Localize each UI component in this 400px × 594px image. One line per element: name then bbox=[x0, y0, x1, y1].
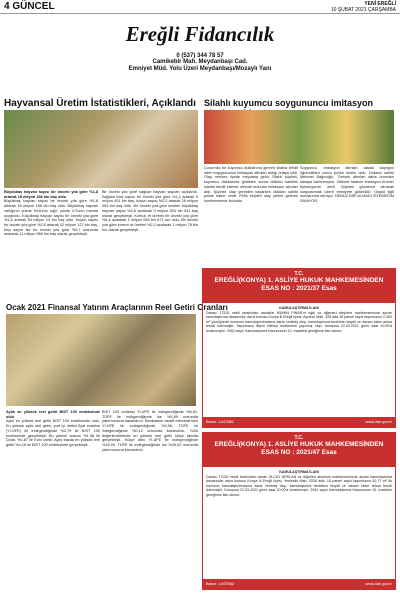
finance-text-1: Aylık en yüksek reel getiri BIST 100 endeksinde oldu. En yüksek aylık reel getiri, yurt içi üretici fiyat endeksi (Yİ-ÜFE) ile indirgendiğinde %2,79 ile BIST 100 endeksinde gerçekleşti. Bu yatırım aracını %1,58 ile Dolar, %0,87 ile Euro izledi. Aylık bazda en yüksek reel getiri %4,16 ile BIST 100 endeksinde gerçekleşti. bbox=[6, 419, 100, 447]
notice-subject: KAMULAŞTIRMA İLANI bbox=[279, 306, 319, 310]
notice-case-no: ESAS NO : 2021/47 Esas bbox=[261, 449, 337, 456]
page-header bbox=[0, 0, 400, 14]
brand-name: Ereğli Fidancılık bbox=[125, 22, 275, 46]
notice-link[interactable]: www.ilan.gov.tr bbox=[365, 419, 392, 424]
finance-lead: Aylık en yüksek reel getiri BIST 100 endeksinde oldu bbox=[6, 410, 100, 419]
notice-body bbox=[203, 303, 395, 413]
robbery-photo bbox=[204, 110, 394, 164]
robbery-column-1: Çorum'da bir kuyumcu dükkânına girerek silahla tehdit eden soyguncunun imitasyon altınları aldığı ortaya çıktı. Olay, merkez ilçede meydana geldi. Silahlı şüpheli, kuyumcu dükkânına girdikten sonra dükkan sahibini silahla tehdit ederek vitrinde bulunan imitasyon altınları aldı. Şüpheli olay yerinden kaçarken dükkan sahibi polise haber verdi. Polis ekipleri olay yerine gelerek incelemelerde bulundu. bbox=[204, 166, 298, 203]
livestock-text-1: Büyükbaş hayvan sayısı bir önceki yıla göre %1,8 artarak 18 milyon 158 bin baş oldu. Büyükbaş hayvan varlığının yüzde 94,6'sını sığır, yüzde 0,9'unu manda oluşturdu. Küçükbaş hayvan sayısı bir önceki yıla göre %1,8 artarak 54 milyon 13 bin baş oldu. Koyun sayısı bir önceki yıla göre %2,6 artarak 42 milyon 127 bin baş, keçi sayısı ise bir önceki yıla göre %0,7 oranında azalarak 11 milyon 986 bin baş olarak gerçekleşti. bbox=[4, 199, 98, 237]
issue-info bbox=[331, 1, 396, 13]
notice-republic: T.C. bbox=[294, 271, 304, 277]
notice-case-no: ESAS NO : 2021/37 Esas bbox=[261, 285, 337, 292]
court-notice-1 bbox=[202, 268, 396, 428]
issue-date: 10 ŞUBAT 2021 ÇARŞAMBA bbox=[330, 7, 396, 13]
notice-footer bbox=[203, 417, 395, 427]
page-number: 4 GÜNCEL bbox=[4, 1, 55, 12]
finance-column-1 bbox=[6, 410, 100, 590]
notice-press-code: Basın: 1447861 bbox=[206, 419, 235, 424]
advertisement-banner bbox=[0, 16, 400, 90]
brand-address-2: Emniyet Müd. Yolu Üzeri Meydanbaşı/Mozaylı Yanı bbox=[128, 66, 272, 72]
notice-link[interactable]: www.ilan.gov.tr bbox=[365, 581, 392, 586]
finance-title: Ocak 2021 Finansal Yatırım Araçlarının Reel Getiri Oranları bbox=[6, 303, 228, 312]
livestock-title: Hayvansal Üretim İstatistikleri, Açıklandı bbox=[4, 98, 196, 109]
robbery-column-2: Soyguncu, imitasyon altınları alarak kaçtığını öğrendikten sonra polise teslim oldu. Dükkan sahibi Mehmet Bağcıoğlu, 'Gerçek altınları daha önceden kasaya kaldırmıştım. Vitrinde sadece imitasyon ürünler bulunuyordu' dedi. Şüpheli gözaltına alınarak sorgulanmak üzere emniyete götürüldü. Olayla ilgili soruşturma sürüyor. HENÜZ BİRİ ALMADI İSTEMEDİM SANIYOR. bbox=[300, 166, 394, 203]
robbery-title: Silahlı kuyumcu soygununcu imitasyon bbox=[204, 98, 374, 108]
livestock-column-1 bbox=[4, 190, 98, 298]
notice-court: EREĞLİ(KONYA) 1. ASLİYE HUKUK MAHKEMESİNDEN bbox=[214, 277, 384, 284]
court-notice-2 bbox=[202, 432, 396, 590]
notice-footer bbox=[203, 579, 395, 589]
notice-body bbox=[203, 467, 395, 577]
finance-photo bbox=[6, 314, 196, 406]
notice-text: Davacı TCDD vekili tarafından davalılar MUMİN PINAR'ın oğlu ve diğerleri aleyhine mahkememizde açılan kamulaştırma davasında; dava konusu Konya ili Ereğli ilçesi, Ayrancı Mah. 328 ada 18 parsel sayılı taşınmazın 2.300 m² yüzölçümlü kısmının kamulaştırılmasına karar verilmiş olup, kamulaştırma bedelinin tespiti ve davacı idare adına tescili istenmiştir. Taşınmaza ilişkin bilirkişi incelemesi yapılmış olup, duruşma 22.03.2021 günü saat 10:00'a bırakılmıştır. 2942 sayılı Kamulaştırma Kanununun 10. maddesi gereğince ilan olunur. bbox=[206, 310, 392, 333]
livestock-photo bbox=[4, 110, 198, 188]
notice-subject: KAMULAŞTIRMA İLANI bbox=[279, 470, 319, 474]
livestock-lead: Büyükbaş hayvan sayısı bir önceki yıla göre %1,8 artarak 18 milyon 158 bin baş oldu bbox=[4, 190, 98, 199]
notice-press-code: Basın: 1447862 bbox=[206, 581, 235, 586]
notice-header bbox=[203, 269, 395, 303]
finance-column-2: BIST 100 endeksi Yİ-ÜFE ile indirgendiğinde %8,61, TÜFE ile indirgendiğinde ise %5,89 oranında yatırımcısına kazandırdı. Bankaların vadeli mevduat faizi Yİ-ÜFE ile indirgendiğinde %2,56, TÜFE ile indirgendiğinde %0,12 oranında kazandırdı. Yıllık değerlendirmede en yüksek reel getiri külçe altında gerçekleşti. Külçe altın Yİ-ÜFE ile indirgendiğinde %18,49, TÜFE ile indirgendiğinde ise %26,02 oranında yatırımcısına kazandırdı. bbox=[102, 410, 198, 452]
livestock-column-2: Bir önceki yıla göre sağılan hayvan sayıları açıklandı. Sağılan inek sayısı bir önceki yıla göre %1,1 artarak 9 milyon 401 bin baş, koyun sayısı %2,2 artarak 26 milyon 463 bin baş oldu. Bir önceki yıla göre kesilen büyükbaş hayvan sayısı %4,6 azalarak 3 milyon 504 bin 811 baş olarak gerçekleşti. Kırmızı et üretimi bir önceki yıla göre %4,4 azalarak 1 milyon 054 bin 671 ton oldu. Bir önceki yıla göre kırmızı et üretimi %2,2 azalarak 1 milyon 78 bin ton olarak gerçekleşti. bbox=[102, 190, 198, 232]
brand-address-1: Camikebir Mah. Meydanbaşı Cad. bbox=[152, 59, 248, 65]
brand-phone: 0 (537) 344 78 57 bbox=[176, 53, 224, 59]
notice-court: EREĞLİ(KONYA) 1. ASLİYE HUKUK MAHKEMESİNDEN bbox=[214, 441, 384, 448]
notice-republic: T.C. bbox=[294, 435, 304, 441]
notice-text: Davacı TCDD vekili tarafından davalı OLCAY ARSLAN ve diğerleri aleyhine mahkememizde açılan kamulaştırma davasında; dava konusu Konya ili Ereğli ilçesi, Yenicelik Mah. 3339 ada, 18 parsel sayılı taşınmazın 62,77 m² lik kısmının kamulaştırılmasına karar verilmiş olup, kamulaştırma bedelinin tespiti ve davacı idare adına tescili istenmiştir. Duruşma 22.03.2021 günü saat 10:00'a bırakılmıştır. 2942 sayılı Kamulaştırma Kanununun 10. maddesi gereğince ilan olunur. bbox=[206, 474, 392, 497]
notice-header bbox=[203, 433, 395, 467]
newspaper-name: YENİ EREĞLİ bbox=[364, 1, 396, 7]
